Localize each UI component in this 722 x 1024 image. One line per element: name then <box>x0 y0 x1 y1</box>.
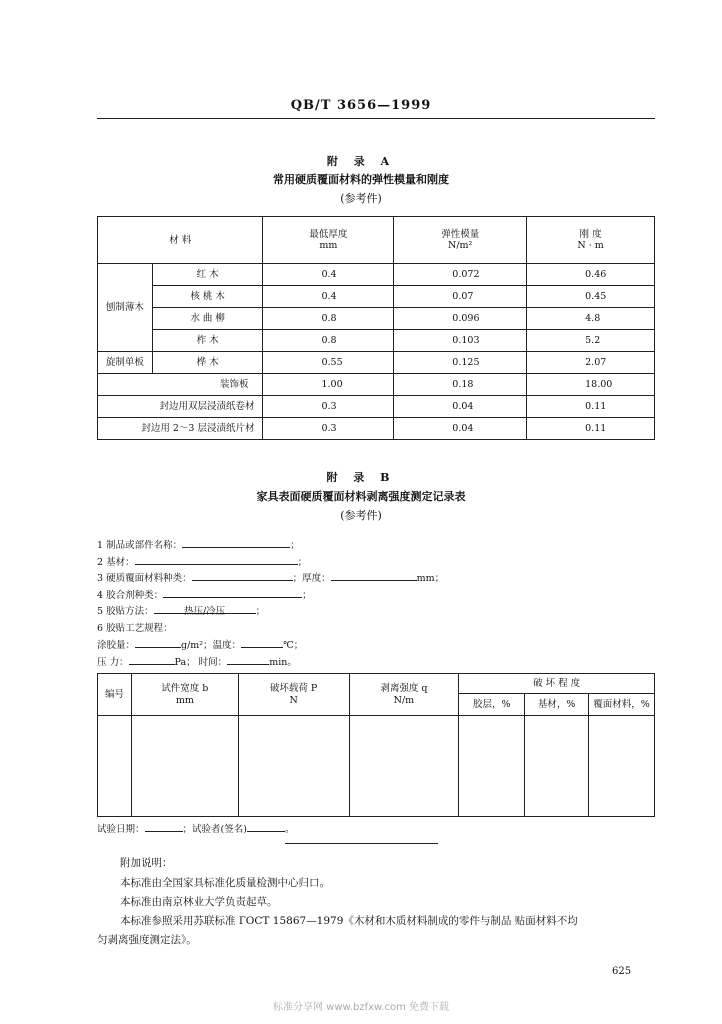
material-name: 红 木 <box>152 264 263 286</box>
empty-cell <box>238 716 349 817</box>
form-item-bonding-method: 5 胶贴方法： 热压/冷压 ； <box>97 603 265 617</box>
modulus-header: 弹性模量 N/m² <box>394 217 527 264</box>
appendix-a-note: (参考件) <box>340 192 382 205</box>
thickness-cell: 0.4 <box>263 264 394 286</box>
table-row <box>98 716 655 817</box>
thickness-cell: 0.4 <box>263 286 394 308</box>
header-rule <box>97 118 655 119</box>
stiffness-cell: 4.8 <box>527 308 655 330</box>
damage-header: 破 坏 程 度 <box>459 674 655 694</box>
appendix-a-subtitle: 常用硬质覆面材料的弹性模量和刚度 <box>273 173 449 186</box>
appendix-b-note: (参考件) <box>340 509 382 522</box>
material-name: 封边用双层浸渍纸卷材 <box>98 396 263 418</box>
stiffness-cell: 5.2 <box>527 330 655 352</box>
thickness-cell: 0.3 <box>263 396 394 418</box>
material-name: 封边用 2～3 层浸渍纸片材 <box>98 418 263 440</box>
form-item-glue-amount: 涂胶量： g/m²；温度： ℃； <box>97 637 303 651</box>
form-item-substrate: 2 基材： ； <box>97 554 307 568</box>
modulus-cell: 0.18 <box>394 374 527 396</box>
modulus-cell: 0.04 <box>394 418 527 440</box>
thickness-header: 最低厚度 mm <box>263 217 394 264</box>
material-header: 材 料 <box>98 217 263 264</box>
table-row <box>98 264 655 286</box>
material-name: 桦 木 <box>152 352 263 374</box>
modulus-cell: 0.103 <box>394 330 527 352</box>
form-item-overlay-type: 3 硬质覆面材料种类： ；厚度： mm； <box>97 570 444 584</box>
thickness-cell: 0.8 <box>263 308 394 330</box>
empty-cell <box>459 716 525 817</box>
appendix-b-subtitle: 家具表面硬质覆面材料剥离强度测定记录表 <box>256 490 466 503</box>
modulus-cell: 0.04 <box>394 396 527 418</box>
modulus-cell: 0.072 <box>394 264 527 286</box>
signature-line: 试验日期： ；试验者(签名) 。 <box>97 821 294 835</box>
material-name: 装饰板 <box>98 374 263 396</box>
page-number: 625 <box>612 966 632 977</box>
empty-cell <box>589 716 655 817</box>
material-name: 柞 木 <box>152 330 263 352</box>
modulus-cell: 0.125 <box>394 352 527 374</box>
table-row <box>98 396 655 418</box>
standard-code: QB/T 3656—1999 <box>290 98 432 113</box>
glue-layer-header: 胶层，% <box>459 694 525 716</box>
overlay-header: 覆面材料，% <box>589 694 655 716</box>
thickness-cell: 0.3 <box>263 418 394 440</box>
peel-record-table <box>97 673 655 817</box>
strength-header: 剥离强度 q N/m <box>349 674 459 716</box>
stiffness-cell: 0.11 <box>527 396 655 418</box>
table-row <box>98 352 655 374</box>
table-row <box>98 286 655 308</box>
table-header-row <box>98 674 655 694</box>
stiffness-cell: 0.11 <box>527 418 655 440</box>
modulus-cell: 0.07 <box>394 286 527 308</box>
thickness-cell: 0.55 <box>263 352 394 374</box>
stiffness-header: 刚 度 N · m <box>527 217 655 264</box>
form-item-product-name: 1 制品或部件名称： ； <box>97 537 300 551</box>
no-header: 编号 <box>98 674 132 716</box>
end-rule <box>285 843 438 844</box>
table-row <box>98 418 655 440</box>
note-line: 匀剥离强度测定法》。 <box>97 934 197 946</box>
group-sliced-veneer: 刨制薄木 <box>98 264 153 352</box>
appendix-b-title: 附 录 B <box>326 471 396 484</box>
load-header: 破坏载荷 P N <box>238 674 349 716</box>
stiffness-cell: 18.00 <box>527 374 655 396</box>
note-line: 本标准参照采用苏联标准 ГОСТ 15867—1979《木材和木质材料制成的零件与制品 贴面材料不均 <box>120 915 578 927</box>
empty-cell <box>131 716 238 817</box>
form-item-pressure: 压 力： Pa； 时间： min。 <box>97 654 297 668</box>
table-row <box>98 374 655 396</box>
form-item-process: 6 胶贴工艺规程： <box>97 623 173 634</box>
thickness-cell: 0.8 <box>263 330 394 352</box>
table-row <box>98 330 655 352</box>
note-line: 本标准由南京林业大学负责起草。 <box>120 896 278 908</box>
width-header: 试件宽度 b mm <box>131 674 238 716</box>
stiffness-cell: 2.07 <box>527 352 655 374</box>
material-name: 核 桃 木 <box>152 286 263 308</box>
table-row <box>98 308 655 330</box>
table-header-row <box>98 217 655 264</box>
group-rotary-veneer: 旋制单板 <box>98 352 153 374</box>
form-item-adhesive: 4 胶合剂种类： ； <box>97 587 312 601</box>
notes-heading: 附加说明： <box>120 857 173 869</box>
stiffness-cell: 0.45 <box>527 286 655 308</box>
thickness-cell: 1.00 <box>263 374 394 396</box>
stiffness-cell: 0.46 <box>527 264 655 286</box>
substrate-header: 基材，% <box>525 694 589 716</box>
note-line: 本标准由全国家具标准化质量检测中心归口。 <box>120 877 330 889</box>
empty-cell <box>98 716 132 817</box>
empty-cell <box>525 716 589 817</box>
modulus-table <box>97 216 655 440</box>
material-name: 水 曲 柳 <box>152 308 263 330</box>
appendix-a-title: 附 录 A <box>326 155 396 168</box>
modulus-cell: 0.096 <box>394 308 527 330</box>
empty-cell <box>349 716 459 817</box>
watermark-footer: 标准分享网 www.bzfxw.com 免费下载 <box>273 1002 449 1013</box>
